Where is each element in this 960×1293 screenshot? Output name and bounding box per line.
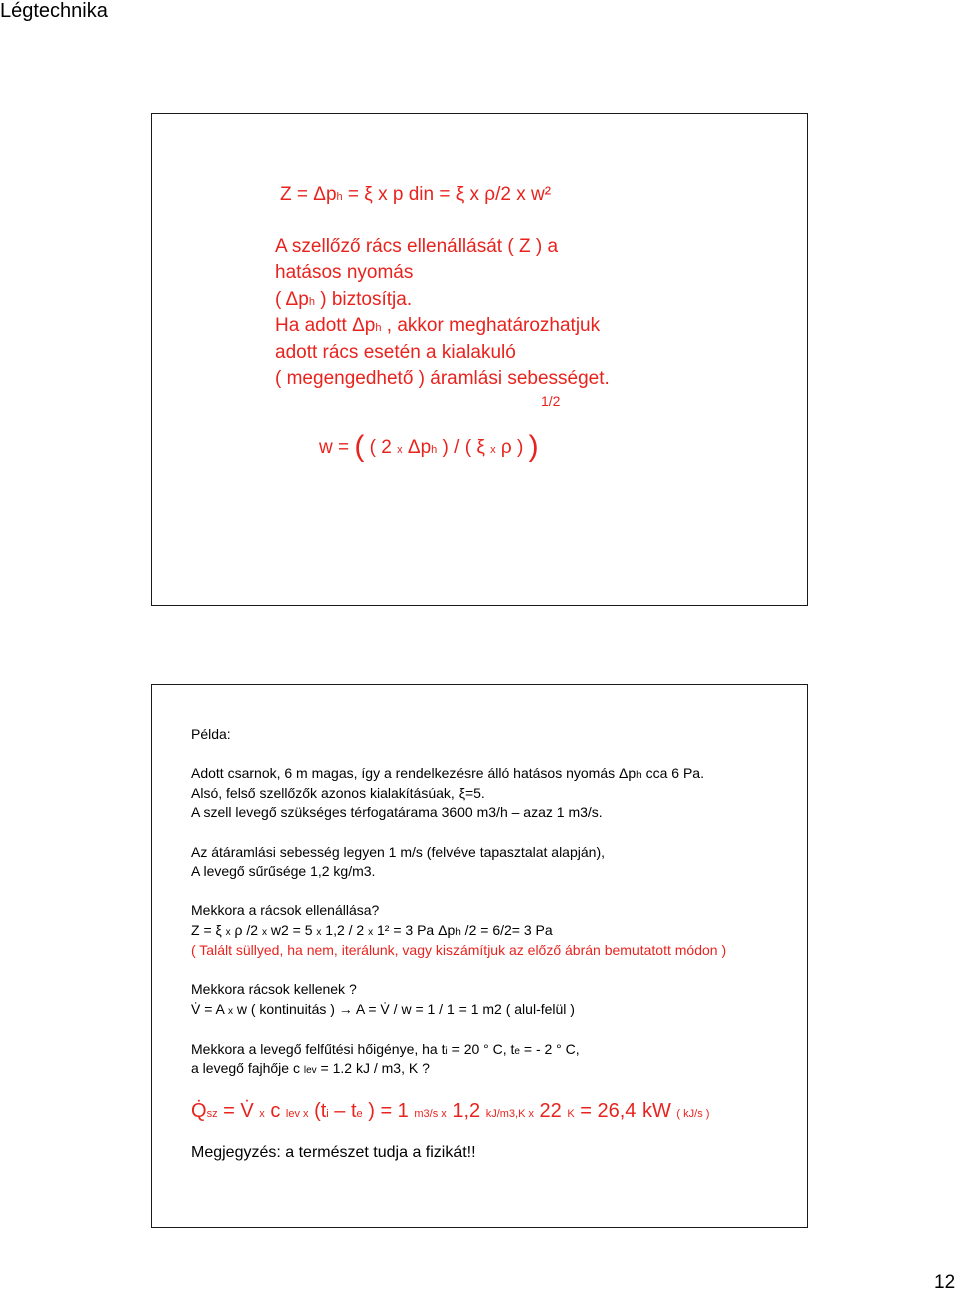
slide-example <box>151 684 808 1228</box>
example-line-4: Az átáramlási sebesség legyen 1 m/s (felvéve tapasztalat alapján), <box>191 844 605 860</box>
heat-formula: Q̇sz = V̇ x c lev x (ti – te ) = 1 m3/s x 1,2 kJ/m3,K x 22 K = 26,4 kW ( kJ/s ) <box>191 1100 710 1122</box>
example-line-10: V̇ = A x w ( kontinuitás ) → A = V̇ / w = 1 / 1 = 1 m2 ( alul-felül ) <box>191 1001 575 1017</box>
text-line-3: ( Δph ) biztosítja. <box>275 289 413 310</box>
example-line-2: Alsó, felső szellőzők azonos kialakításúak, ξ=5. <box>191 785 485 801</box>
example-heading: Példa: <box>191 726 231 742</box>
example-line-12: a levegő fajhője c lev = 1.2 kJ / m3, K ? <box>191 1060 430 1076</box>
example-line-5: A levegő sűrűsége 1,2 kg/m3. <box>191 863 376 879</box>
page-number: 12 <box>934 1272 956 1293</box>
example-line-8: ( Talált süllyed, ha nem, iterálunk, vagy kiszámítjuk az előző ábrán bemutatott módon ) <box>191 942 727 958</box>
text-line-6: ( megengedhető ) áramlási sebességet. <box>275 368 610 389</box>
example-line-11: Mekkora a levegő felfűtési hőigénye, ha ti = 20 ° C, te = - 2 ° C, <box>191 1041 580 1057</box>
text-line-5: adott rács esetén a kialakuló <box>275 342 516 363</box>
slide-formula <box>151 113 808 606</box>
text-line-4: Ha adott Δph , akkor meghatározhatjuk <box>275 315 601 336</box>
document-title: Légtechnika <box>0 0 108 22</box>
example-line-6: Mekkora a rácsok ellenállása? <box>191 902 380 918</box>
resistance-formula: Z = Δph = ξ x p din = ξ x ρ/2 x w² <box>280 184 552 205</box>
remark: Megjegyzés: a természet tudja a fizikát!! <box>191 1144 476 1161</box>
example-line-9: Mekkora rácsok kellenek ? <box>191 981 357 997</box>
example-line-3: A szell levegő szükséges térfogatárama 3600 m3/h – azaz 1 m3/s. <box>191 804 603 820</box>
example-line-7: Z = ξ x ρ /2 x w2 = 5 x 1,2 / 2 x 1² = 3 Pa Δph /2 = 6/2= 3 Pa <box>191 922 553 938</box>
text-line-1: A szellőző rács ellenállását ( Z ) a <box>275 236 559 257</box>
exponent: 1/2 <box>541 393 561 409</box>
example-line-1: Adott csarnok, 6 m magas, így a rendelkezésre álló hatásos nyomás Δph cca 6 Pa. <box>191 765 704 781</box>
text-line-2: hatásos nyomás <box>275 262 414 283</box>
velocity-formula: w = ( ( 2 x Δph ) / ( ξ x ρ ) ) <box>319 430 539 463</box>
